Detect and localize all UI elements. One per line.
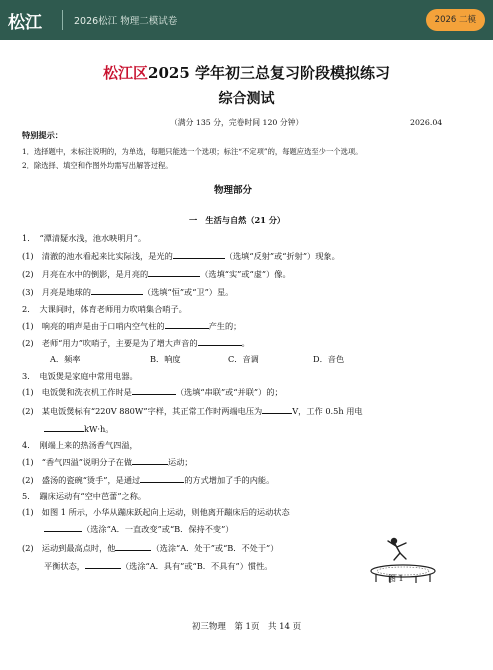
page-footer: 初三物理 第 1页 共 14 页	[191, 622, 302, 632]
question-line: (1) 如图 1 所示，小华从蹦床跃起向上运动，则他离开蹦床后的运动状态	[22, 507, 290, 517]
exam-title-rest: 2025 学年初三总复习阶段模拟练习	[148, 64, 390, 82]
answer-blank[interactable]	[115, 543, 151, 551]
answer-blank[interactable]	[165, 321, 209, 329]
notice-heading: 特别提示：	[22, 130, 63, 140]
question-line: (2) 运动到最高点时，他 （选涂“A．处于”或“B．不处于”）	[22, 543, 279, 553]
question-line: (2) 月亮在水中的倒影，是月亮的 （选填“实”或“虚”）像。	[22, 269, 291, 279]
answer-blank[interactable]	[198, 338, 242, 346]
answer-blank[interactable]	[132, 387, 176, 395]
divider	[62, 10, 63, 30]
question-line: (1) 电饭煲和洗衣机工作时是 （选填“串联”或“并联”）的；	[22, 387, 283, 397]
answer-blank[interactable]	[85, 561, 121, 569]
question-stem: 2． 大课间时，体育老师用力吹哨集合哨子。	[22, 304, 187, 314]
figure-caption: 图 1	[388, 574, 404, 583]
top-bar	[0, 0, 493, 40]
exam-page	[0, 40, 493, 670]
answer-blank[interactable]	[148, 269, 200, 277]
question-line: (1) 响亮的哨声是由于口哨内空气柱的 产生的；	[22, 321, 242, 331]
section-title: 物理部分	[214, 185, 253, 196]
answer-blank[interactable]	[91, 287, 143, 295]
question-stem: 5． 蹦床运动有“空中芭蕾”之称。	[22, 491, 147, 501]
question-line: (3) 月亮是地球的 （选填“恒”或“卫”）星。	[22, 287, 234, 297]
question-line: (2) 老师“用力”吹哨子，主要是为了增大声音的 。	[22, 338, 250, 348]
document-title: 2026松江 物理二模试卷	[74, 16, 178, 27]
question-line: (2) 某电饭煲标有“220V 880W”字样，其正常工作时两端电压为 V，工作 0.5h 用电	[22, 406, 363, 416]
question-line: (2) 盛汤的瓷碗“烫手”，是通过 的方式增加了手的内能。	[22, 475, 275, 485]
option-a[interactable]: A．频率	[50, 354, 81, 364]
exam-date: 2026.04	[410, 118, 443, 127]
option-d[interactable]: D．音色	[313, 354, 345, 364]
exam-subtitle: 综合测试	[218, 91, 275, 107]
option-b[interactable]: B．响度	[150, 354, 181, 364]
question-line: (1) “香气四溢”说明分子在做 运动；	[22, 457, 193, 467]
answer-blank[interactable]	[140, 475, 184, 483]
question-line: 平衡状态， （选涂“A．具有”或“B．不具有”）惯性。	[44, 561, 273, 571]
question-stem: 1． “潭清疑水浅，池水映明月”。	[22, 233, 147, 243]
part-title: 一 生活与自然（21 分）	[189, 215, 286, 225]
answer-blank[interactable]	[44, 524, 82, 532]
district-name: 松江区	[103, 64, 149, 82]
notice-item: 2．除选择、填空和作图外均需写出解答过程。	[22, 161, 173, 170]
exam-title	[0, 62, 493, 83]
question-line: （选涂“A．一直改变”或“B．保持不变”）	[44, 524, 234, 535]
brand-logo[interactable]: 松江	[8, 13, 42, 33]
exam-meta: （满分 135 分，完卷时间 120 分钟）	[170, 118, 304, 127]
exam-badge[interactable]: 2026 二模	[426, 9, 485, 31]
option-c[interactable]: C．音调	[228, 354, 259, 364]
question-line: kW·h。	[44, 424, 113, 435]
question-stem: 4． 刚端上来的热汤香气四溢，	[22, 440, 138, 450]
answer-blank[interactable]	[173, 251, 225, 259]
answer-blank[interactable]	[44, 424, 84, 432]
notice-item: 1．选择题中，未标注说明的，为单选，每题只能选一个选项；标注“不定项”的，每题应选至少一个选项。	[22, 147, 363, 156]
answer-blank[interactable]	[262, 406, 292, 414]
question-stem: 3． 电饭煲是家庭中常用电器。	[22, 371, 138, 381]
answer-blank[interactable]	[132, 457, 168, 465]
question-line: (1) 清澈的池水看起来比实际浅，是光的 （选填“反射”或“折射”）现象。	[22, 251, 340, 261]
